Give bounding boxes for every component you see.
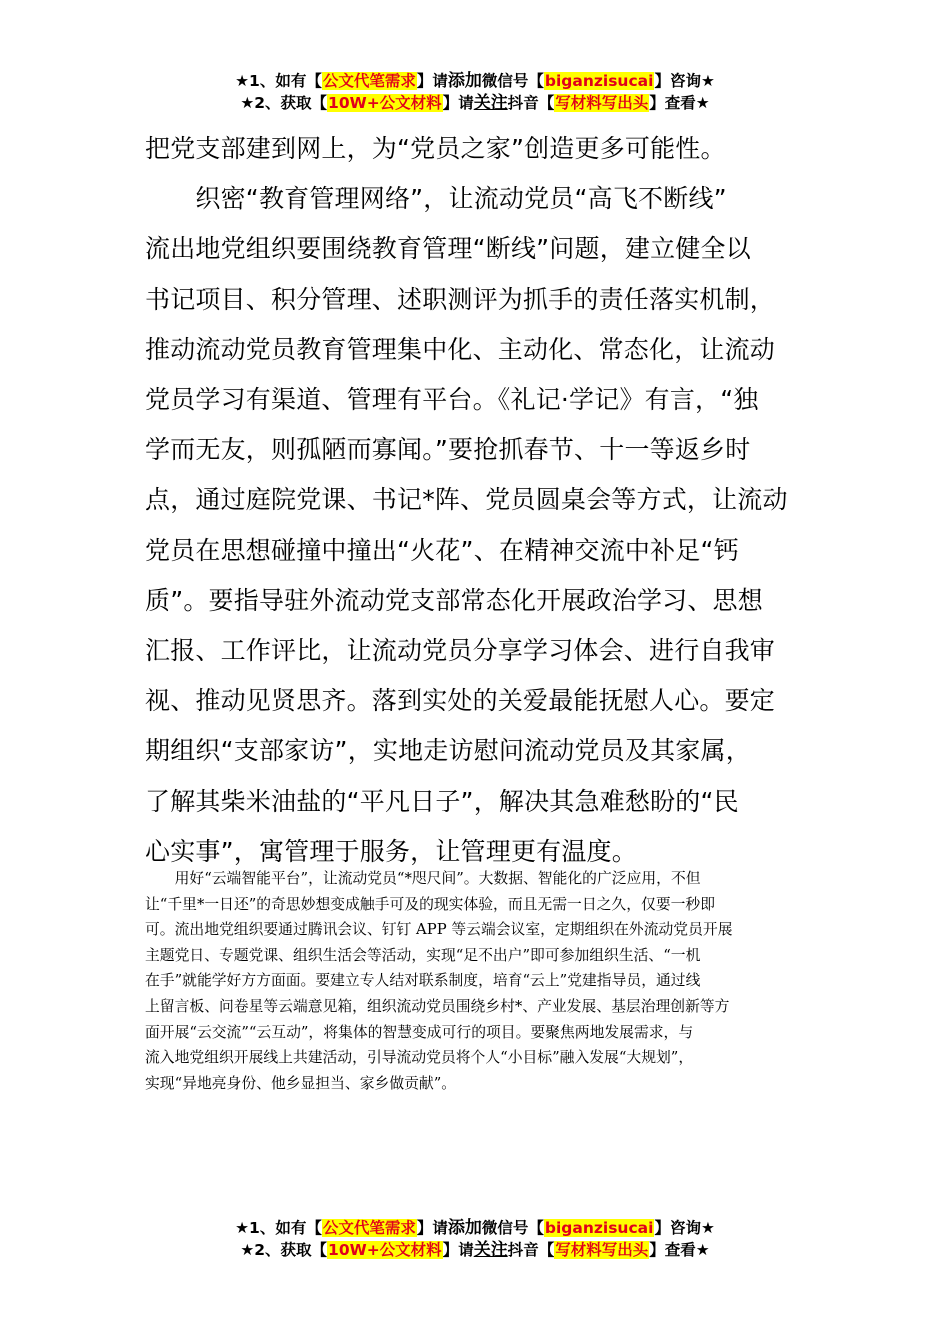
footer-banner [0, 1217, 950, 1261]
banner-text: 】咨询★ [654, 1219, 715, 1237]
banner-line-2 [0, 1239, 950, 1261]
text-line: 面开展“云交流”“云互动”，将集体的智慧变成可行的项目。要聚焦两地发展需求，与 [145, 1023, 694, 1041]
banner-text: ★2、获取【 [240, 94, 328, 112]
text-line: 心实事”，寓管理于服务，让管理更有温度。 [145, 836, 637, 866]
banner-text: 微信号【 [481, 1219, 544, 1237]
text-line: 推动流动党员教育管理集中化、主动化、常态化，让流动 [145, 334, 776, 364]
text-line: 流出地党组织要围绕教育管理“断线”问题，建立健全以 [145, 234, 751, 264]
banner-text: 抖音【 [507, 1241, 555, 1259]
header-banner [0, 70, 950, 114]
banner-text: 关注 [473, 1240, 508, 1260]
banner-highlight-wechat-id: biganzisucai [544, 1219, 654, 1237]
main-text-large [145, 124, 815, 877]
banner-text: ★1、如有【 [235, 1219, 322, 1237]
banner-text: ★1、如有【 [235, 72, 322, 90]
text-line: 党员在思想碰撞中撞出“火花”、在精神交流中补足“钙 [145, 535, 739, 565]
text-line: 实现“异地亮身份、他乡显担当、家乡做贡献”。 [145, 1074, 457, 1092]
text-line: 质”。要指导驻外流动党支部常态化开展政治学习、思想 [145, 585, 763, 615]
banner-text: 添加 [447, 71, 482, 91]
text-line: 在手”就能学好方方面面。要建立专人结对联系制度，培育“云上”党建指导员，通过线 [145, 972, 701, 990]
text-line: 书记项目、积分管理、述职测评为抓手的责任落实机制， [145, 284, 776, 314]
main-text-small [145, 866, 809, 1096]
text-line: 流入地党组织开展线上共建活动，引导流动党员将个人“小目标”融入发展“大规划”， [145, 1049, 694, 1067]
banner-text: 】请 [416, 72, 448, 90]
banner-line-2 [0, 92, 950, 114]
text-line: 用好“云端智能平台”，让流动党员“*咫尺间”。大数据、智能化的广泛应用，不但 [145, 870, 701, 887]
banner-text: 】咨询★ [654, 72, 715, 90]
text-line: 汇报、工作评比，让流动党员分享学习体会、进行自我审 [145, 636, 776, 666]
banner-highlight: 10W+公文材料 [328, 94, 442, 112]
banner-text: 添加 [447, 1218, 482, 1238]
text-line: 把党支部建到网上，为“党员之家”创造更多可能性。 [145, 134, 726, 163]
banner-highlight-douyin: 写材料写出头 [555, 94, 649, 112]
text-line: 点，通过庭院党课、书记*阵、党员圆桌会等方式，让流动 [145, 485, 788, 515]
text-line: 了解其柴米油盐的“平凡日子”，解决其急难愁盼的“民 [145, 786, 739, 816]
banner-line-1 [0, 1217, 950, 1239]
banner-text: 】请 [416, 1219, 448, 1237]
banner-highlight-wechat-id: biganzisucai [544, 72, 654, 90]
banner-text: 关注 [473, 93, 508, 113]
banner-text: 】请 [442, 94, 474, 112]
banner-highlight: 公文代笔需求 [322, 1219, 416, 1237]
text-line: 学而无友，则孤陋而寡闻。”要抢抓春节、十一等返乡时 [145, 435, 751, 465]
text-line: 让“千里*一日还”的奇思妙想变成触手可及的现实体验，而且无需一日之久，仅要一秒即 [145, 895, 716, 913]
text-line: 主题党日、专题党课、组织生活会等活动，实现“足不出户”即可参加组织生活、“一机 [145, 946, 701, 964]
text-line: 党员学习有渠道、管理有平台。《礼记·学记》有言，“独 [145, 385, 759, 415]
banner-text: 】查看★ [649, 1241, 710, 1259]
banner-text: 微信号【 [481, 72, 544, 90]
text-line: 可。流出地党组织要通过腾讯会议、钉钉 APP 等云端会议室，定期组织在外流动党员开展 [145, 921, 733, 939]
banner-line-1 [0, 70, 950, 92]
banner-text: 抖音【 [507, 94, 555, 112]
banner-text: ★2、获取【 [240, 1241, 328, 1259]
banner-text: 】查看★ [649, 94, 710, 112]
text-line: 上留言板、问卷星等云端意见箱，组织流动党员围绕乡村*、产业发展、基层治理创新等方 [145, 997, 730, 1015]
banner-highlight: 公文代笔需求 [322, 72, 416, 90]
text-line: 视、推动见贤思齐。落到实处的关爱最能抚慰人心。要定 [145, 686, 776, 716]
banner-highlight-douyin: 写材料写出头 [555, 1241, 649, 1259]
banner-highlight: 10W+公文材料 [328, 1241, 442, 1259]
text-line: 织密“教育管理网络”，让流动党员“高飞不断线” [145, 184, 727, 214]
banner-text: 】请 [442, 1241, 474, 1259]
text-line: 期组织“支部家访”，实地走访慰问流动党员及其家属， [145, 736, 751, 766]
